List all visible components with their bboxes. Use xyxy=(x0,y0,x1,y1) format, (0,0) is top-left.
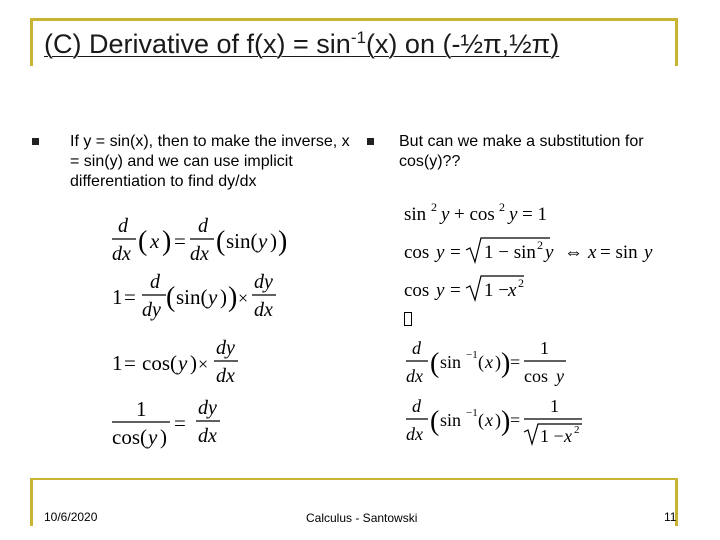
title-superscript: -1 xyxy=(350,28,366,47)
svg-text:): ) xyxy=(228,282,238,313)
svg-text:= 1: = 1 xyxy=(522,204,547,225)
svg-text:cos(: cos( xyxy=(112,425,147,449)
page-number: 11 xyxy=(664,510,677,524)
svg-text:=: = xyxy=(174,229,186,253)
svg-text:=: = xyxy=(174,411,186,435)
svg-text:dx: dx xyxy=(198,425,217,447)
svg-text:dx: dx xyxy=(190,243,209,265)
svg-text:cos(: cos( xyxy=(142,351,177,375)
svg-text:d: d xyxy=(198,215,208,237)
equation-2 xyxy=(112,271,276,321)
svg-text:): ) xyxy=(190,351,197,375)
svg-text:sin(: sin( xyxy=(176,285,208,309)
svg-text:x: x xyxy=(588,242,597,263)
left-frame-line xyxy=(30,18,33,66)
svg-text:dy: dy xyxy=(142,299,161,321)
svg-text:2: 2 xyxy=(537,238,543,252)
left-equations-figure xyxy=(108,212,328,462)
svg-text:=: = xyxy=(124,351,136,375)
svg-text:): ) xyxy=(501,406,511,437)
svg-text:×: × xyxy=(238,288,249,308)
svg-text:2: 2 xyxy=(574,424,580,436)
svg-text:−1: −1 xyxy=(466,407,478,419)
svg-text:x: x xyxy=(564,426,572,446)
footer-center-text: Calculus - Santowski xyxy=(306,511,418,525)
right-frame-line xyxy=(675,18,678,66)
svg-text:x: x xyxy=(485,410,493,430)
svg-text:dy: dy xyxy=(198,397,217,419)
svg-text:sin: sin xyxy=(404,204,427,225)
slide-title xyxy=(44,28,559,60)
bottom-frame-line xyxy=(30,478,678,480)
svg-text:y: y xyxy=(509,204,518,225)
svg-text:y: y xyxy=(545,242,554,263)
left-bullet-text: If y = sin(x), then to make the inverse, x = sin(y) and we can use implicit differentiation to find dy/dx xyxy=(70,133,350,190)
svg-text:): ) xyxy=(270,229,277,253)
svg-text:+ cos: + cos xyxy=(454,204,495,225)
svg-text:dx: dx xyxy=(216,365,235,387)
svg-text:): ) xyxy=(278,226,288,257)
svg-text:=: = xyxy=(450,242,461,263)
svg-text:2: 2 xyxy=(431,200,437,214)
svg-text:dy: dy xyxy=(254,271,273,293)
svg-text:cos: cos xyxy=(404,280,430,301)
svg-text:(: ( xyxy=(478,410,484,430)
svg-text:1: 1 xyxy=(136,397,147,421)
svg-text:d: d xyxy=(118,215,128,237)
svg-text:(: ( xyxy=(430,348,440,379)
svg-text:sin(: sin( xyxy=(226,229,258,253)
cos-in-x-equation xyxy=(404,276,524,301)
svg-text:(: ( xyxy=(216,226,226,257)
svg-text:dx: dx xyxy=(406,366,423,386)
svg-text:1: 1 xyxy=(540,338,549,358)
svg-text:d: d xyxy=(412,338,421,358)
right-bullet-text: But can we make a substitution for cos(y)?? xyxy=(399,133,644,170)
svg-text:= sin: = sin xyxy=(600,242,638,263)
svg-text:dx: dx xyxy=(112,243,131,265)
placeholder-glyph xyxy=(404,312,412,326)
svg-text:dx: dx xyxy=(254,299,273,321)
svg-text:1: 1 xyxy=(550,396,559,416)
equation-4 xyxy=(112,397,220,449)
svg-text:(: ( xyxy=(138,226,148,257)
svg-text:): ) xyxy=(162,226,172,257)
svg-text:y: y xyxy=(644,242,653,263)
left-bullet-marker xyxy=(32,138,39,145)
title-rest: (x) on (-½π,½π) xyxy=(365,29,560,59)
svg-text:1: 1 xyxy=(112,285,123,309)
svg-text:sin: sin xyxy=(440,410,462,430)
top-frame-line xyxy=(30,18,678,21)
svg-text:sin: sin xyxy=(440,352,462,372)
svg-text:1: 1 xyxy=(112,351,123,375)
svg-text:y: y xyxy=(441,204,450,225)
svg-text:⇔: ⇔ xyxy=(564,242,583,263)
svg-text:=: = xyxy=(510,352,521,372)
svg-text:cos: cos xyxy=(404,242,430,263)
svg-text:×: × xyxy=(198,354,209,374)
svg-text:(: ( xyxy=(430,406,440,437)
svg-text:y: y xyxy=(258,229,268,253)
equation-1 xyxy=(112,215,287,265)
svg-text:y: y xyxy=(436,280,445,301)
cos-substitution-equation xyxy=(404,238,653,263)
svg-text:y: y xyxy=(208,285,218,309)
svg-text:d: d xyxy=(412,396,421,416)
title-main: (C) Derivative of f(x) = sin xyxy=(44,29,351,59)
svg-text:): ) xyxy=(495,410,501,430)
svg-text:y: y xyxy=(436,242,445,263)
svg-text:d: d xyxy=(150,271,160,293)
right-bullet-marker xyxy=(367,138,374,145)
svg-text:=: = xyxy=(450,280,461,301)
svg-text:y: y xyxy=(556,366,564,386)
svg-text:−1: −1 xyxy=(466,349,478,361)
svg-text:cos: cos xyxy=(524,366,548,386)
svg-text:): ) xyxy=(220,285,227,309)
svg-text:=: = xyxy=(124,285,136,309)
svg-text:(: ( xyxy=(478,352,484,372)
equation-3 xyxy=(112,337,238,387)
svg-text:2: 2 xyxy=(518,276,524,290)
svg-text:dx: dx xyxy=(406,424,423,444)
svg-text:): ) xyxy=(495,352,501,372)
svg-text:): ) xyxy=(160,425,167,449)
svg-text:=: = xyxy=(510,410,521,430)
svg-text:x: x xyxy=(485,352,493,372)
svg-text:x: x xyxy=(508,280,517,301)
svg-text:2: 2 xyxy=(499,200,505,214)
svg-text:): ) xyxy=(501,348,511,379)
svg-text:1 −: 1 − xyxy=(540,426,564,446)
bottom-left-frame-line xyxy=(30,478,33,526)
footer-date: 10/6/2020 xyxy=(44,510,98,524)
svg-text:x: x xyxy=(150,229,160,253)
svg-text:dy: dy xyxy=(216,337,235,359)
svg-text:y: y xyxy=(148,425,158,449)
svg-text:(: ( xyxy=(166,282,176,313)
svg-text:y: y xyxy=(178,351,188,375)
derivative-cos-equation xyxy=(406,338,566,386)
identity-equation xyxy=(404,200,547,225)
svg-text:1 − sin: 1 − sin xyxy=(484,242,536,263)
right-equations-figure xyxy=(404,200,664,450)
svg-text:1 −: 1 − xyxy=(484,280,509,301)
derivative-final-equation xyxy=(406,396,582,446)
